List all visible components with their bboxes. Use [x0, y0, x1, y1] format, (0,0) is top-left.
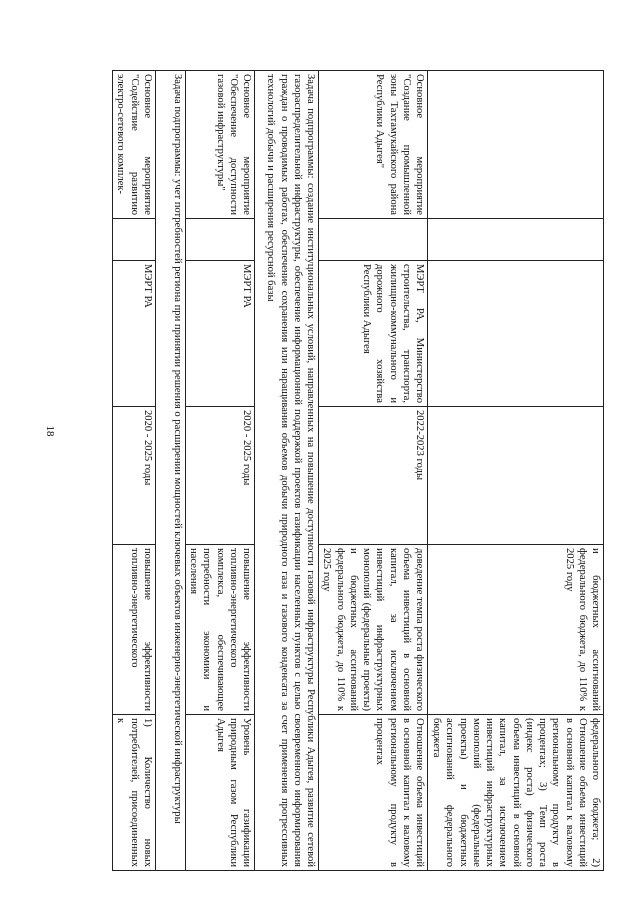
cell-measure: Основное мероприятие "Содействие развитию электро-сетевого комплек-: [113, 71, 156, 219]
table-row-continuation: [428, 71, 604, 871]
cell-empty: [185, 219, 254, 261]
cell-executor: МЭРТ РА: [113, 261, 156, 407]
cell-indicator: Отношение объема инвестиций в основной капитал к валовому региональному продукту в процентах: [319, 715, 428, 871]
cell-executor: [428, 261, 604, 407]
task-row-gas: [255, 71, 319, 871]
cell-measure: Основное мероприятие "Создание промышленной зоны Тахтамукайского района Республики Адыгея": [319, 71, 428, 219]
program-measures-table: [112, 70, 604, 871]
rotated-landscape-page: [72, 70, 604, 870]
cell-period: [428, 407, 604, 545]
cell-period: 2020 - 2025 годы: [185, 407, 254, 545]
table-row-industrial-zone: [319, 71, 428, 871]
cell-empty: [113, 219, 156, 261]
cell-executor: МЭРТ РА, Министерство строительства, транспорта, жилищно-коммунального и дорожного хозяйства Республики Адыгея: [319, 261, 428, 407]
cell-result: повышение эффективности топливно-энергетического: [113, 545, 156, 715]
cell-empty: [319, 219, 428, 261]
cell-indicator: 1) Количество новых потребителей, присоединенных к: [113, 715, 156, 871]
page-number: 18: [44, 425, 56, 437]
cell-empty: [428, 219, 604, 261]
cell-executor: МЭРТ РА: [185, 261, 254, 407]
cell-period: 2020 - 2025 годы: [113, 407, 156, 545]
task-cell: Задача подпрограммы: создание институциональных условий, направленных на повышение доступности газовой инфраструктуры Республики Адыгея, развитие сетевой газораспределительной инфраструктуры, обеспечение информационной поддержкой проектов газификации населенных пунктов с целью своевременного информирования граждан о проводимых работах, обеспечение сохранения или наращивания объемов добычи природного газа и газового конденсата за счет применения прогрессивных технологий добычи и расширения ресурсной базы: [255, 71, 319, 871]
cell-indicator: федерального бюджета; 2) Отношение объема инвестиций в основной капитал к валовому региональному продукту в процентах; 3) Темп роста (индекс роста) физического объема инвестиций в основной капитал, за исключением инвестиций инфраструктурных монополий (федеральные проекты) и бюджетных ассигнований федерального бюджета: [428, 715, 604, 871]
task-cell: Задача подпрограммы: учет потребностей региона при принятии решения о расширении мощностей ключевых объектов инженерно-энергетической инфраструктуры: [155, 71, 185, 871]
table-row-gas-infrastructure: [185, 71, 254, 871]
cell-result: доведение темпа роста физического объема инвестиций в основной капитал, за исключением инвестиций инфраструктурных монополий (федеральные проекты) и бюджетных ассигнований федерального бюджета, до 110% к 2025 году: [319, 545, 428, 715]
cell-measure: Основное мероприятие "Обеспечение доступности газовой инфраструктуры": [185, 71, 254, 219]
cell-result: и бюджетных ассигнований федерального бюджета, до 110% к 2025 году: [428, 545, 604, 715]
cell-result: повышение эффективности топливно-энергетического комплекса, обеспечивающее потребности экономики и населения: [185, 545, 254, 715]
table-row-electro-grid: [113, 71, 156, 871]
task-row-energy: [155, 71, 185, 871]
cell-period: 2022-2023 годы: [319, 407, 428, 545]
cell-indicator: Уровень газификации природным газом Республики Адыгея: [185, 715, 254, 871]
cell-measure: [428, 71, 604, 219]
